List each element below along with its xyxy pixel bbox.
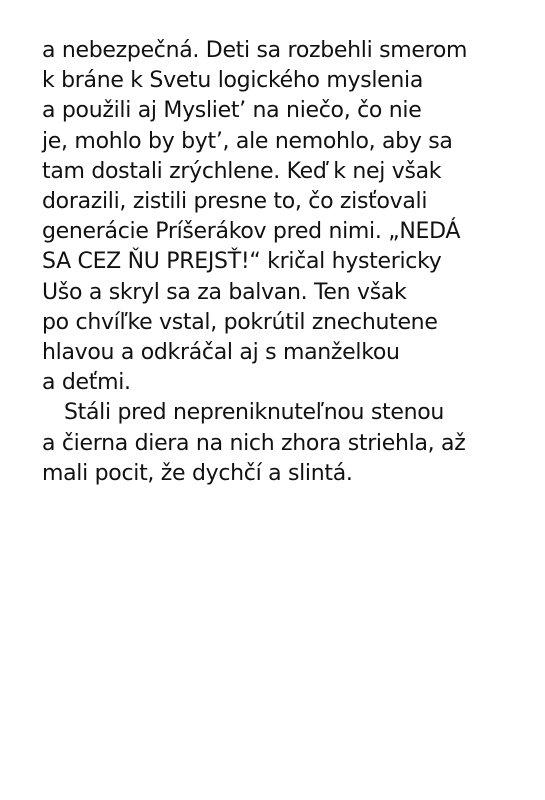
text-line: hlavou a odkráčal aj s manželkou xyxy=(42,340,400,366)
text-line: SA CEZ ŇU PREJSŤ!“ kričal hystericky xyxy=(42,249,442,275)
text-line: dorazili, zistili presne to, čo zisťovali xyxy=(42,189,428,215)
text-line: je, mohlo by byt’, ale nemohlo, aby sa xyxy=(42,128,453,154)
text-line: Stáli pred nepreniknuteľnou stenou xyxy=(64,400,445,426)
text-line: a čierna diera na nich zhora striehla, až xyxy=(42,430,466,456)
text-line: mali pocit, že dychčí a slintá. xyxy=(42,460,353,486)
text-line: po chvíľke vstal, pokrútil znechutene xyxy=(42,309,438,335)
text-line: Ušo a skryl sa za balvan. Ten však xyxy=(42,279,407,305)
text-line: a deťmi. xyxy=(42,370,131,396)
text-line: tam dostali zrýchlene. Keď k nej však xyxy=(42,158,442,184)
text-line: generácie Príšerákov pred nimi. „NEDÁ xyxy=(42,219,461,245)
paragraph-1 xyxy=(42,36,522,398)
body-text xyxy=(42,36,522,489)
paragraph-2 xyxy=(42,398,522,489)
text-line: a použili aj Mysliet’ na niečo, čo nie xyxy=(42,98,422,124)
text-line: a nebezpečná. Deti sa rozbehli smerom xyxy=(42,38,468,63)
text-line: k bráne k Svetu logického myslenia xyxy=(42,68,424,94)
